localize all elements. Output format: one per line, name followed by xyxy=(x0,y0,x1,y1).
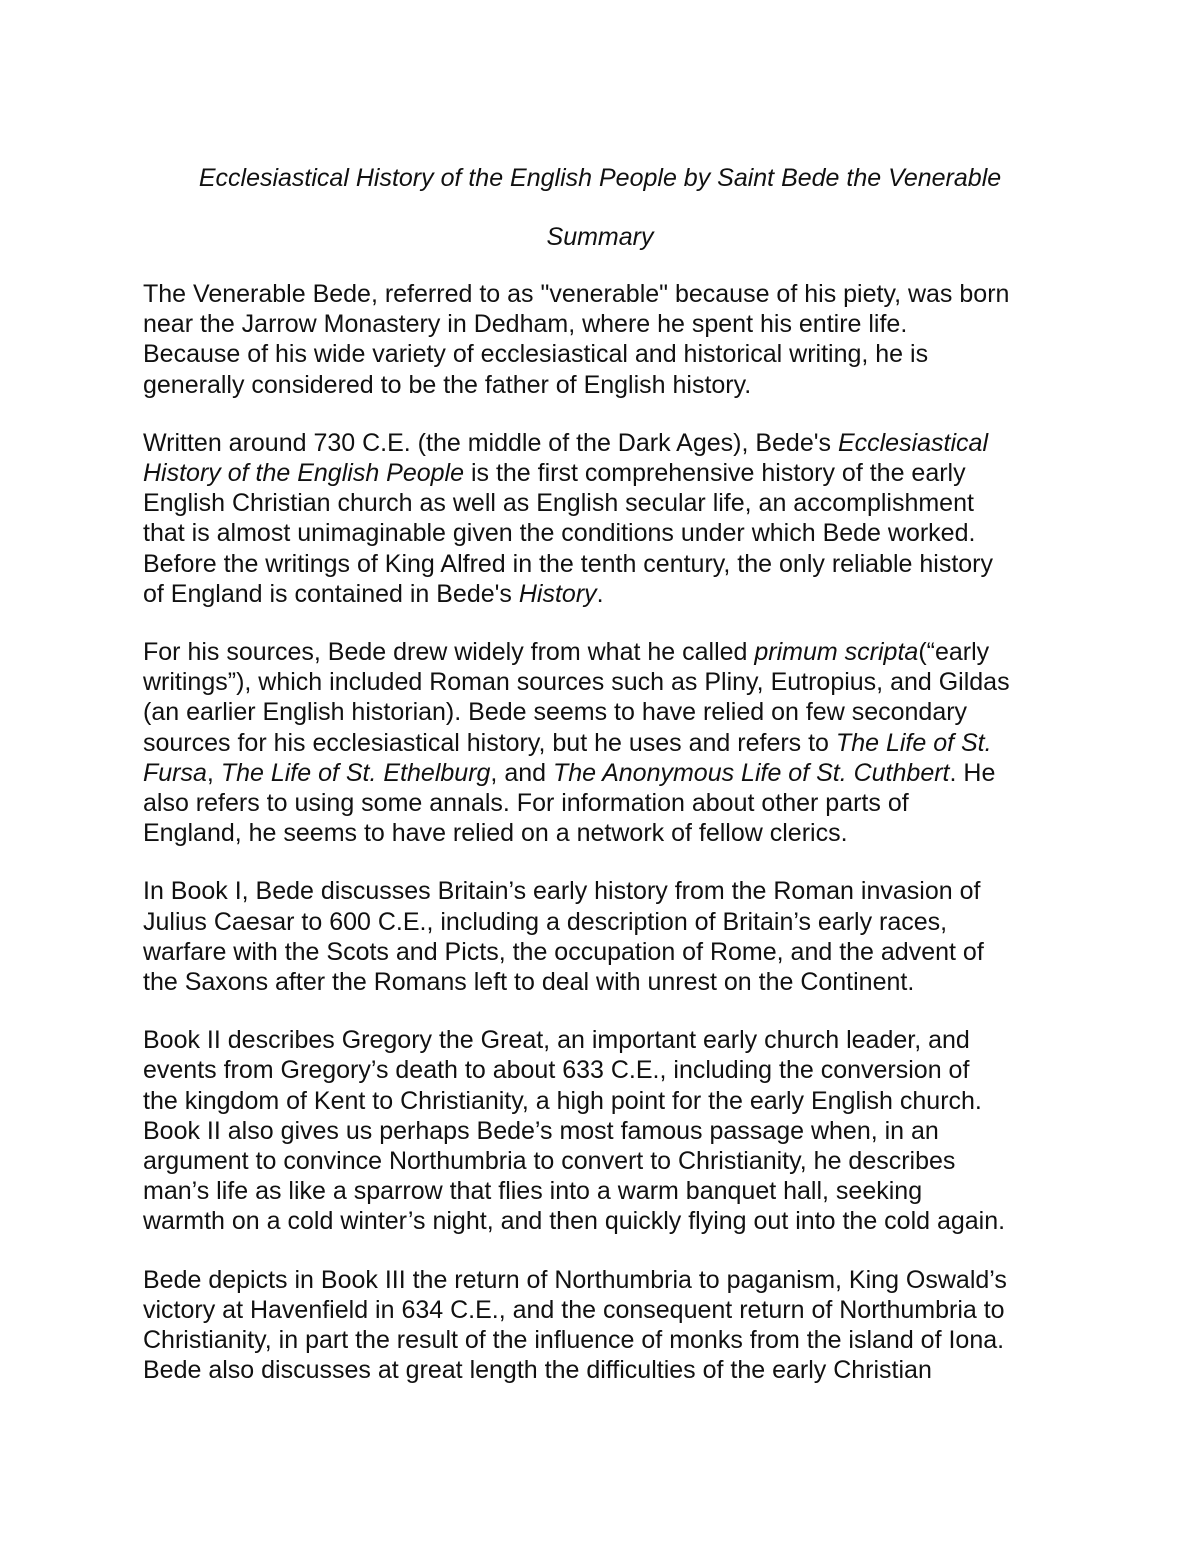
text-run: The Venerable Bede, referred to as "venerable" because of his piety, was born xyxy=(143,280,1010,308)
text-run: Julius Caesar to 600 C.E., including a description of Britain’s early races, xyxy=(143,907,948,936)
document-subtitle: Summary xyxy=(546,223,654,251)
text-run: also refers to using some annals. For information about other parts of xyxy=(143,789,909,818)
text-run: Christianity, in part the result of the influence of monks from the island of Iona. xyxy=(143,1326,1005,1355)
text-run: England, he seems to have relied on a network of fellow clerics. xyxy=(143,819,848,848)
text-line xyxy=(143,967,1073,997)
italic-text: The Life of St. Ethelburg xyxy=(220,758,491,787)
text-run: . xyxy=(596,579,604,608)
paragraph xyxy=(143,1265,1073,1386)
text-run: generally considered to be the father of English history. xyxy=(143,370,752,399)
italic-text: History xyxy=(518,579,597,608)
text-line xyxy=(143,1265,1073,1295)
paragraph xyxy=(143,637,1073,848)
text-line xyxy=(143,697,1073,727)
text-line xyxy=(143,818,1073,848)
text-run: of England is contained in Bede's xyxy=(143,579,519,608)
text-line xyxy=(143,667,1073,697)
text-line xyxy=(143,428,1073,458)
text-line xyxy=(143,518,1073,548)
text-line xyxy=(143,339,1073,369)
text-line xyxy=(143,876,1073,906)
paragraph xyxy=(143,1025,1073,1236)
text-line xyxy=(143,279,1073,309)
text-line xyxy=(143,1295,1073,1325)
text-line xyxy=(143,728,1073,758)
text-run: near the Jarrow Monastery in Dedham, where he spent his entire life. xyxy=(143,310,908,339)
text-line xyxy=(143,1176,1073,1206)
italic-text: Ecclesiastical xyxy=(837,428,989,457)
text-line xyxy=(143,788,1073,818)
text-line xyxy=(143,549,1073,579)
text-line xyxy=(143,907,1073,937)
paragraph xyxy=(143,279,1073,400)
text-run: Written around 730 C.E. (the middle of the Dark Ages), Bede's xyxy=(143,428,838,457)
text-line xyxy=(143,488,1073,518)
text-line xyxy=(143,1055,1073,1085)
text-run: (an earlier English historian). Bede seems to have relied on few secondary xyxy=(143,698,968,727)
text-run: argument to convince Northumbria to convert to Christianity, he describes xyxy=(143,1147,956,1176)
text-line xyxy=(143,1325,1073,1355)
text-line xyxy=(143,1116,1073,1146)
text-line xyxy=(143,579,1073,609)
text-run: sources for his ecclesiastical history, but he uses and refers to xyxy=(143,728,836,757)
italic-text: primum scripta xyxy=(754,638,919,667)
text-run: , and xyxy=(490,758,553,787)
text-line xyxy=(143,937,1073,967)
text-run: Bede depicts in Book III the return of Northumbria to paganism, King Oswald’s xyxy=(143,1265,1007,1294)
document-body xyxy=(143,279,1073,1414)
italic-text: The Life of St. xyxy=(835,728,992,757)
text-run: Book II also gives us perhaps Bede’s most famous passage when, in an xyxy=(143,1116,939,1145)
text-run: warmth on a cold winter’s night, and then quickly flying out into the cold again. xyxy=(143,1207,1006,1236)
text-run: In Book I, Bede discusses Britain’s early history from the Roman invasion of xyxy=(143,877,981,906)
text-line xyxy=(143,1025,1073,1055)
text-run: the kingdom of Kent to Christianity, a high point for the early English church. xyxy=(143,1086,982,1115)
text-line xyxy=(143,1086,1073,1116)
text-run: English Christian church as well as English secular life, an accomplishment xyxy=(143,489,974,518)
text-line xyxy=(143,309,1073,339)
text-run: events from Gregory’s death to about 633 C.E., including the conversion of xyxy=(143,1056,970,1085)
text-line xyxy=(143,1206,1073,1236)
text-run: For his sources, Bede drew widely from what he called xyxy=(143,638,755,667)
text-run: Bede also discusses at great length the difficulties of the early Christian xyxy=(143,1356,932,1385)
italic-text: The Anonymous Life of St. Cuthbert xyxy=(552,758,950,787)
text-line xyxy=(143,370,1073,400)
document-title: Ecclesiastical History of the English People by Saint Bede the Venerable xyxy=(198,164,1002,192)
text-run: is the first comprehensive history of the early xyxy=(464,459,966,488)
text-run: warfare with the Scots and Picts, the occupation of Rome, and the advent of xyxy=(143,937,984,966)
text-run: victory at Havenfield in 634 C.E., and the consequent return of Northumbria to xyxy=(143,1295,1005,1324)
text-run: Before the writings of King Alfred in the tenth century, the only reliable history xyxy=(143,549,993,578)
text-line xyxy=(143,1146,1073,1176)
text-run: man’s life as like a sparrow that flies into a warm banquet hall, seeking xyxy=(143,1177,923,1206)
text-run: the Saxons after the Romans left to deal with unrest on the Continent. xyxy=(143,968,915,997)
text-line xyxy=(143,458,1073,488)
text-run: . He xyxy=(949,758,996,787)
text-line xyxy=(143,758,1073,788)
paragraph xyxy=(143,876,1073,997)
italic-text: History of the English People xyxy=(143,459,465,488)
text-line xyxy=(143,637,1073,667)
italic-text: Fursa xyxy=(143,758,207,787)
text-line xyxy=(143,1355,1073,1385)
text-run: , xyxy=(206,758,221,787)
text-run: that is almost unimaginable given the conditions under which Bede worked. xyxy=(143,519,976,548)
paragraph xyxy=(143,428,1073,609)
text-run: (“early xyxy=(918,638,990,667)
text-run: writings”), which included Roman sources such as Pliny, Eutropius, and Gildas xyxy=(143,668,1010,697)
text-run: Because of his wide variety of ecclesiastical and historical writing, he is xyxy=(143,340,929,369)
text-run: Book II describes Gregory the Great, an important early church leader, and xyxy=(143,1026,970,1055)
